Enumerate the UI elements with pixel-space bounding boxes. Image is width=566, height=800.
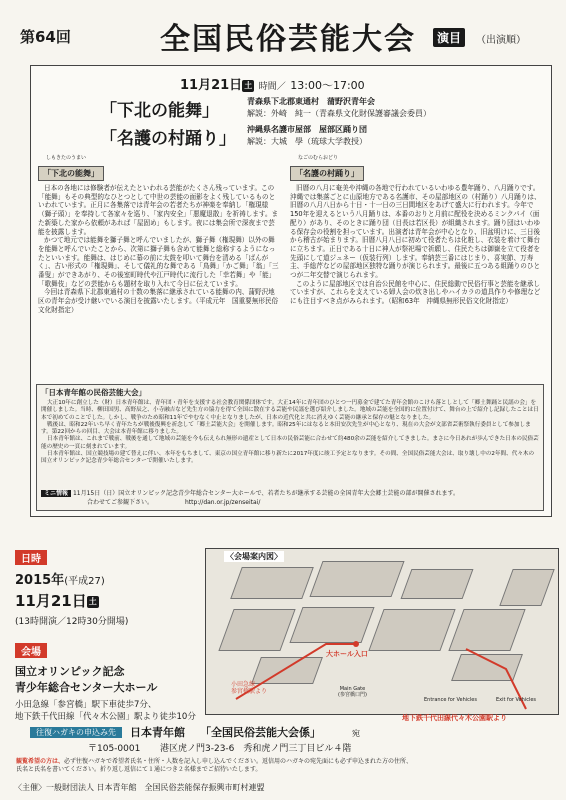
program-note: （出演順）: [476, 35, 526, 46]
right-article-paragraph: 旧暦の八月に奄美や沖縄の各地で行われているいわゆる豊年踊り、八月踊りです。沖縄では集落ごとに山原地方である名護市、その屋部地区の（村踊り）八月踊りは、旧暦の八月八日から十日・十一日の三日間地区をあげて盛大に行われます。今年で150年を迎えるという八月踊りは、本番のおりと月前に配役を決めるミンクパイ（面配り）があり、そのときに踊り団（目長は若区長）が組織されます。踊り団はいわゆる保存会の役割を担っています。出演者は青年会が中心となり、旧盆明けに、三日後から稽古が始まります。旧暦八月八日に初めて役者たちは化粧し、衣装を着けて舞台に立ちます。正日である十日に神人が祭祀場で祈願し、住民たちは御嶽を立て役者を先頭にして道ジュネー（仮装行列）します。奉納芸三番にはじまり、喜実節、万寿主、手総芹などの屋部地区独特な踊りが演じられます。最後に五つある組踊りのひとつが二年交替で演じられます。: [290, 184, 541, 280]
venue-line2: 青少年総合センター大ホール: [15, 681, 158, 694]
mini-info: [41, 490, 459, 507]
mini-info-label: ミニ情報: [41, 490, 71, 497]
event-info: [15, 547, 220, 722]
footer-text: 一般財団法人 日本青年館 全国民俗芸能保存振興市町村連盟: [46, 783, 265, 792]
performance-1-commentary: 解説：外崎 純一（青森県文化財保護審議会委員）: [247, 109, 431, 118]
map-vehicle-in: Entrance for Vehicles: [424, 697, 477, 703]
date-line: 11月21日 土 時間／ 13:00～17:00: [180, 78, 365, 93]
event-era: (平成27): [64, 576, 105, 587]
left-article-paragraph: 今回は青森県下北郡東通村の十数の集落に継承されている能舞の内、蒲野沢地区の青年会が受け継いでいる演目を披露いたします。（平成元年 国重要無形民俗文化財指定）: [38, 288, 279, 314]
performance-2-commentary: 解説：大城 學（琉球大学教授）: [247, 137, 367, 146]
map-subway-label: 地下鉄千代田線代々木公園駅より: [402, 714, 507, 722]
map-odakyu-label: 小田急線 参宮橋駅より: [231, 681, 268, 696]
info-paragraph: 日本青年館は、これまで戦前、戦後を通して地域の芸能を今も伝えられ無形の遺産として日本の民俗芸能に合わせて約480余の芸能を紹介してきました。まさに今日あれが歩んできた日本の民俗芸能の歴史の一頁に刻まれています。: [41, 436, 539, 450]
info-paragraph: 日本青年館は、国立競技場の建て替えに伴い、本年をもちまして、東京の国立青年館に移り新たに2017年度に竣工予定となります。その間、全国民俗芸能大会は、取り壊し中の2年間、代々木の国立オリンピック記念青少年総合センターで開催いたします。: [41, 450, 535, 465]
application-postal: 〒105-0001: [88, 744, 141, 754]
venue-line1: 国立オリンピック記念: [15, 665, 125, 678]
time-label: 時間: [258, 82, 277, 92]
info-paragraph: 戦後は、昭和22年いち早く青年たちが戦後復興を祈念して「郷土芸能大会」を開催します。昭和25年にはなると本田安次先生が中心となり、現在の大会が文部省芸術祭執行委員として参加します。第22回からの回目、大会は本青年館に移りました。: [41, 421, 531, 436]
mini-info-text: 11月15日（日）国立オリンピック記念青少年総合センター大ホールで、若者たちが継承する芸能の全国青年大会郷土芸能の部が開催されます。: [72, 490, 460, 498]
access-line2: 地下鉄千代田線「代々木公園」駅より徒歩10分: [15, 712, 196, 722]
event-date: 11月21日: [15, 592, 87, 610]
venue-map: [205, 548, 559, 715]
footer: [14, 782, 265, 793]
event-times: (13時開演／12時30分開場): [15, 617, 129, 627]
notes: [16, 758, 556, 775]
venue-label: 会場: [15, 643, 47, 658]
left-article-heading: 「下北の能舞」: [38, 166, 104, 181]
right-article-body: [290, 184, 542, 306]
mini-info-url[interactable]: http://dan.or.jp/zenseitai/: [184, 498, 261, 506]
event-weekday: 土: [88, 597, 97, 606]
application-dept: 「全国民俗芸能大会係」: [200, 726, 321, 739]
map-main-gate: Main Gate (参宮橋口門): [338, 686, 367, 698]
right-article-heading: 「名護の村踊り」: [290, 166, 364, 181]
application-address: 港区虎ノ門3-23-6 秀和虎ノ門三丁目ビル４階: [160, 744, 352, 754]
info-box-heading: 「日本青年館の民俗芸能大会」: [41, 388, 146, 397]
left-article-paragraph: 日本の各地には修験者が伝えたといわれる芸能がたくさん残っています。この「能舞」もその典型的なひとつとして中世の芸能の面影をよく残しているものといわれています。正月に各集落では青年会の若者たちが神楽を奉納し「権現様（獅子頭）」を奉持して各家々を巡り、「家内安全」「悪魔退散」を祈祷します。また新築した家から依頼があれば「屋固め」もします。夜には集会所で深夜まで芸能を披露します。: [38, 184, 279, 236]
notes-line1: 必ず往復ハガキで希望者氏名・住所・人数を記入し申し込んでください。返信用のハガキの宛先面にも必ず申込まれた方の住所、: [64, 758, 413, 765]
left-article-ruby: しもきたのうまい: [46, 155, 87, 161]
weekday-badge: 土: [244, 81, 253, 90]
application-label: 往復ハガキの申込み先: [30, 727, 122, 738]
notes-label: 観覧希望の方は、: [16, 758, 65, 765]
right-article-ruby: なごのむらおどり: [298, 155, 339, 161]
footer-label: 〈主催〉: [14, 783, 46, 792]
map-vehicle-out: Exit for Vehicles: [496, 697, 537, 703]
performance-1-name: 「下北の能舞」: [100, 101, 219, 121]
page-title: 全国民俗芸能大会: [160, 22, 416, 57]
application-suffix: 宛: [352, 729, 360, 738]
right-article-paragraph: このように屋部地区では自治公民館を中心に、住民総動で民俗行事と芸能を継承していますが、これらを支えている婦人会の炊き出しやハイカラの道具作りや修理などにも注目すべき点がみられます。（昭和63年 沖縄県無形民俗文化財指定）: [290, 279, 541, 306]
left-article-body: [38, 184, 280, 315]
map-entrance-label: 大ホール入口: [326, 650, 368, 658]
date-label: 日時: [15, 550, 47, 565]
performance-2-group: 沖縄県名護市屋部 屋部区踊り団: [247, 125, 367, 134]
info-paragraph: 大正10年に創立した（財）日本青年館は、青年団・青年を支援する社会教育関係団体です。大正14年に青年団のひとつ一円募金で建てた青年会館のこけら落としとして「郷土舞踊と民謡の会」を開催しました。当時、柳田国男、高野辰之、小寺融吉など先生方の協力を得て全国に散在する芸能や民謡を選び紹介しました。地域の芸能を全国的に位置付けて、舞台の上で紹介し記録したことは日本で初めてのことでした。しかし、戦争のため昭和11年でやむなく中止となりましたが、日本の近代化と共に消えゆく芸能の継承と保存の魁となりました。: [41, 400, 539, 421]
edition-label: 第64回: [20, 28, 71, 46]
left-article-paragraph: かつて地元では能舞を獅子舞と呼んでいましたが、獅子舞（権現舞）以外の舞を能舞と呼んでいたことから、次第に獅子舞も含めて能舞と総称するようになったといいます。能舞は、はじめに幕の前に太鼓を叩いて舞台を清める「ばんがく」、古い形式の「権現舞」、そして儀礼的な舞である「鳥舞」「かご舞」「翁」「三番叟」ができあがり、その後室町時代や江戸時代に流行した「幸若舞」や「能」「歌舞伎」などの芸能からも題材を取り入れて今日に伝えています。: [38, 236, 279, 288]
application-org: 日本青年館: [130, 726, 185, 739]
program-badge: 演目: [433, 28, 465, 47]
performance-time: 13:00～17:00: [290, 79, 365, 92]
info-box: [36, 384, 544, 511]
performance-2-name: 「名護の村踊り」: [100, 129, 236, 149]
map-title: 〈会場案内図〉: [226, 552, 282, 561]
notes-line2: 氏名と氏名を書いてください。折り返し返信にて１通につき２名様までご招待いたします。: [16, 766, 262, 774]
mini-info-text2: 合わせてご参観下さい。: [87, 498, 154, 506]
performance-date: 11月21日: [180, 78, 243, 93]
event-year: 2015年: [15, 573, 65, 588]
left-article: [38, 154, 280, 315]
right-article: [290, 154, 542, 306]
performance-1-group: 青森県下北郡東通村 蒲野沢青年会: [247, 97, 375, 106]
access-line1: 小田急線「参宮橋」駅下車徒歩7分、: [15, 700, 157, 710]
